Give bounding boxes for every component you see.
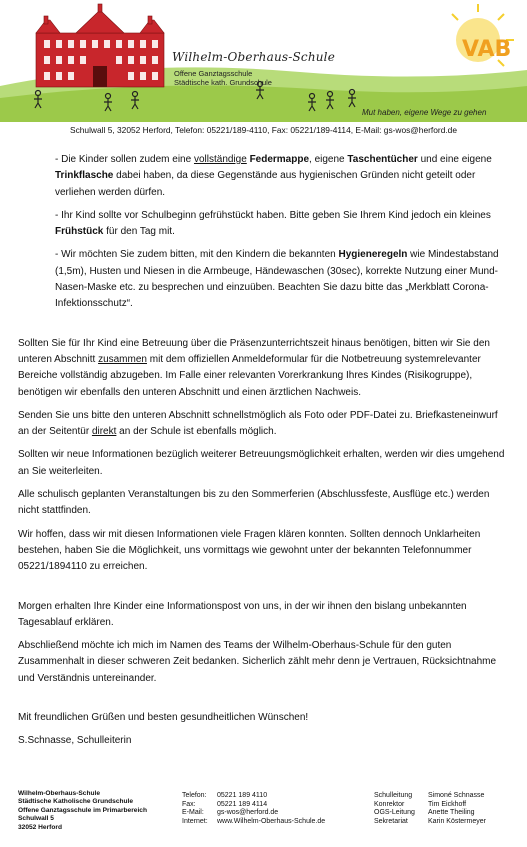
- paragraph-updates: Sollten wir neue Informationen bezüglich weiterer Betreuungsmöglichkeit erhalten, werden wir dies umgehend an Sie weiterleiten.: [18, 449, 505, 477]
- school-motto: Mut haben, eigene Wege zu gehen: [362, 108, 487, 117]
- school-name: Wilhelm-Oberhaus-Schule: [172, 50, 336, 64]
- bullet-list: [55, 152, 510, 313]
- spacer: [18, 320, 510, 336]
- spacer: [18, 694, 510, 710]
- vab-logo: [452, 4, 514, 66]
- school-subtitle-2: Städtische kath. Grundschule: [174, 78, 272, 87]
- footer-staff-block: Schulleitung Simoné Schnasse Konrektor Tim Eickhoff OGS-Leitung Anette Theiling Sekretariat Karin Köstermeyer: [374, 792, 486, 826]
- address-line: Schulwall 5, 32052 Herford, Telefon: 05221/189-4110, Fax: 05221/189-4114, E-Mail: gs-wos@herford.de: [69, 125, 457, 135]
- closing-line: Mit freundlichen Grüßen und besten gesundheitlichen Wünschen!: [18, 712, 309, 724]
- bullet-hygiene: - Wir möchten Sie zudem bitten, mit den Kindern die bekannten Hygieneregeln wie Mindestabstand (1,5m), Husten und Niesen in die Armbeuge, Händewaschen (30sec), korrekte Nutzung einer Mund-Nasen-Maske etc. zu besprechen und einzuüben. Beachten Sie dazu bitte das „Merkblatt Corona-Infektionsschutz“.: [55, 249, 499, 310]
- footer-address-block: Wilhelm-Oberhaus-Schule Städtische Katholische Grundschule Offene Ganztagsschule im Primarbereich Schulwall 5 32052 Herford: [18, 790, 147, 831]
- footer-contact-block: Telefon: 05221 189 4110 Fax: 05221 189 4114 E-Mail: gs-wos@herford.de Internet: www.Wilhelm-Oberhaus-Schule.de: [182, 792, 326, 826]
- paragraph-events: Alle schulisch geplanten Veranstaltungen bis zu den Sommerferien (Abschlussfeste, Ausflüge etc.) werden nicht stattfinden.: [18, 489, 490, 517]
- paragraph-infopost: Morgen erhalten Ihre Kinder eine Informationspost von uns, in der wir ihnen den bislang unbekannten Tagesablauf erklären.: [18, 600, 467, 628]
- paragraph-care: Sollten Sie für Ihr Kind eine Betreuung über die Präsenzunterrichtszeit hinaus benötigen, bitten wir Sie den unteren Abschnitt zusammen mit dem offiziellen Anmeldeformular für die Notbetreuung systemrelevanter Bereiche vollständig abzugeben. Im Falle einer relevanten Vorerkrankung Ihres Kindes (Risikogruppe), benötigen wir ebenfalls den unteren Abschnitt und einen ärztlichen Nachweis.: [18, 337, 490, 398]
- paragraph-send: Senden Sie uns bitte den unteren Abschnitt schnellstmöglich als Foto oder PDF-Datei zu. Briefkasteneinwurf an der Seitentür direkt an der Schule ist ebenfalls möglich.: [18, 409, 498, 438]
- bullet-breakfast: - Ihr Kind sollte vor Schulbeginn gefrühstückt haben. Bitte geben Sie Ihrem Kind jedoch ein kleines Frühstück für den Tag mit.: [55, 209, 491, 238]
- signature: S.Schnasse, Schulleiterin: [18, 735, 132, 747]
- letter-body: [18, 152, 510, 757]
- letterhead: [0, 0, 527, 122]
- logo-text: VAB: [462, 37, 512, 62]
- paragraph-thanks: Abschließend möchte ich mich im Namen des Teams der Wilhelm-Oberhaus-Schule für den guten Zusammenhalt in dieser schweren Zeit bedanken. Sicherlich zählt mehr denn je Vertrauen, Rücksichtnahme und Verständnis untereinander.: [18, 640, 497, 684]
- school-subtitle-1: Offene Ganztagsschule: [174, 69, 253, 78]
- bullet-pencilcase: - Die Kinder sollen zudem eine vollständige Federmappe, eigene Taschentücher und eine eigene Trinkflasche dabei haben, da diese Gegenstände aus hygienischen Gründen nicht geteilt oder verliehen werden dürfen.: [55, 154, 492, 198]
- spacer: [18, 583, 510, 599]
- paragraph-contact: Wir hoffen, dass wir mit diesen Informationen viele Fragen klären konnten. Sollten dennoch Unklarheiten bestehen, haben Sie die Möglichkeit, uns vormittags wie gewohnt unter der bekannten Telefonnummer 05221/1894110 zu erreichen.: [18, 528, 481, 573]
